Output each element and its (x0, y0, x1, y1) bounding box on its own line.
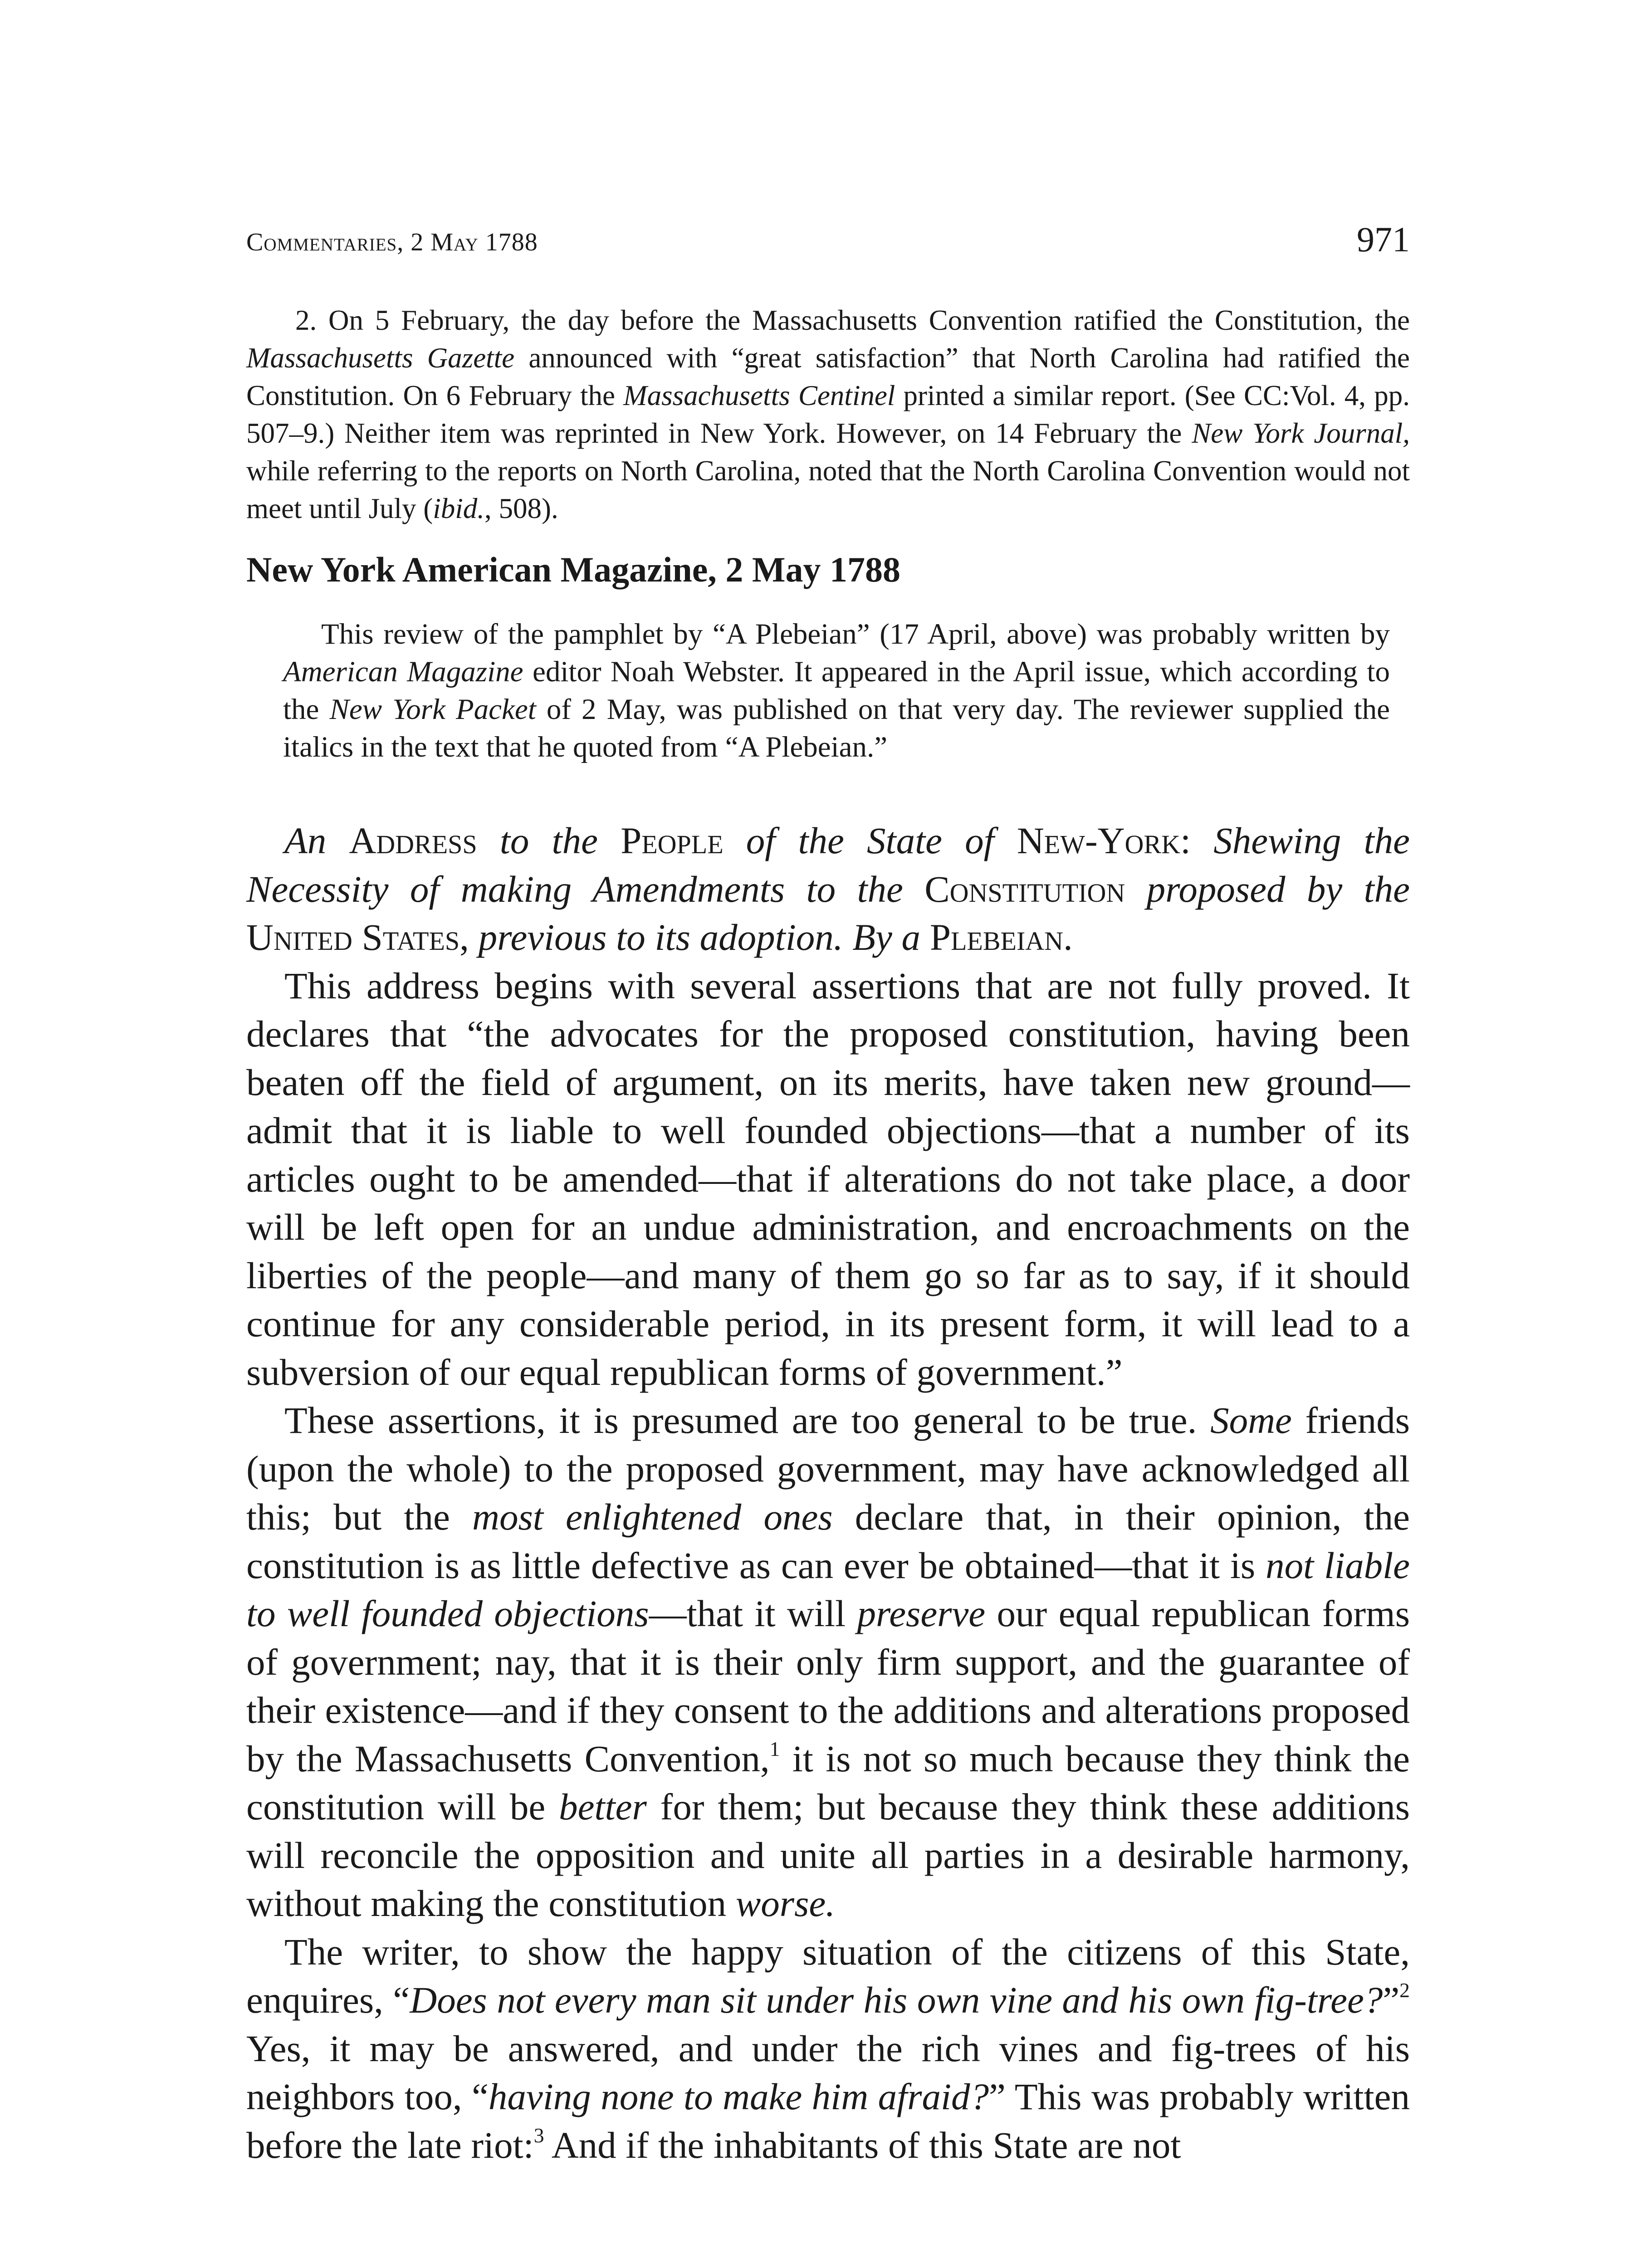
pamphlet-title: An Address to the People of the State of New-York: Shewing the Necessity of making Amendments to the Constitution proposed by the United States, previous to its adoption. By a Plebeian. (246, 820, 1410, 958)
document-heading: New York American Magazine, 2 May 1788 (246, 550, 901, 589)
editorial-headnote (283, 616, 1390, 766)
running-head-title: Commentaries, 2 May 1788 (246, 228, 538, 256)
headnote-text: This review of the pamphlet by “A Plebeian” (17 April, above) was probably written by American Magazine editor Noah Webster. It appeared in the April issue, which according to the New York Packet of 2 May, was published on that very day. The reviewer supplied the italics in the text that he quoted from “A Plebeian.” (283, 618, 1390, 763)
footnote-ref-2: 2 (1399, 1978, 1410, 2002)
footnote-ref-3: 3 (533, 2123, 544, 2147)
running-head (246, 217, 1410, 265)
body-paragraph-1: This address begins with several assertions that are not fully proved. It declares that “the advocates for the proposed constitution, having been beaten off the field of argument, on its merits, have taken new ground—admit that it is liable to well founded objections—that a number of its articles ought to be amended—that if alterations do not take place, a door will be left open for an undue administration, and encroachments on the liberties of the people—and many of them go so far as to say, if it should continue for any considerable period, in its present form, it will lead to a subversion of our equal republican forms of government.” (246, 964, 1410, 1393)
article-body (246, 816, 1410, 2169)
body-paragraph-2: These assertions, it is presumed are too general to be true. Some friends (upon the whole) to the proposed government, may have acknowledged all this; but the most enlightened ones declare that, in their opinion, the constitution is as little defective as can ever be obtained—that it is not liable to well founded objections—that it will preserve our equal republican forms of government; nay, that it is their only firm support, and the guarantee of their existence—and if they consent to the additions and alterations proposed by the Massachusetts Convention,$^1$ it is not so much because they think the constitution will be better for them; but because they think these additions will reconcile the opposition and unite all parties in a desirable harmony, without making the constitution worse. (246, 1399, 1410, 1924)
footnote-ref-1: 1 (769, 1737, 780, 1760)
body-paragraph-3: The writer, to show the happy situation of the citizens of this State, enquires, “Does not every man sit under his own vine and his own fig-tree?”$^2$ Yes, it may be answered, and under the rich vines and fig-trees of his neighbors too, “having none to make him afraid?” This was probably written before the late riot:$^3$ And if the inhabitants of this State are not (246, 1931, 1410, 2166)
page-number: 971 (1357, 220, 1410, 259)
footnote-text: 2. On 5 February, the day before the Massachusetts Convention ratified the Constitution, the Massachusetts Gazette announced with “great satisfaction” that North Carolina had ratified the Constitution. On 6 February the Massachusetts Centinel printed a similar report. (See CC:Vol. 4, pp. 507–9.) Neither item was reprinted in New York. However, on 14 February the New York Journal, while referring to the reports on North Carolina, noted that the North Carolina Convention would not meet until July (ibid., 508). (246, 304, 1410, 524)
footnote-2 (246, 302, 1410, 528)
